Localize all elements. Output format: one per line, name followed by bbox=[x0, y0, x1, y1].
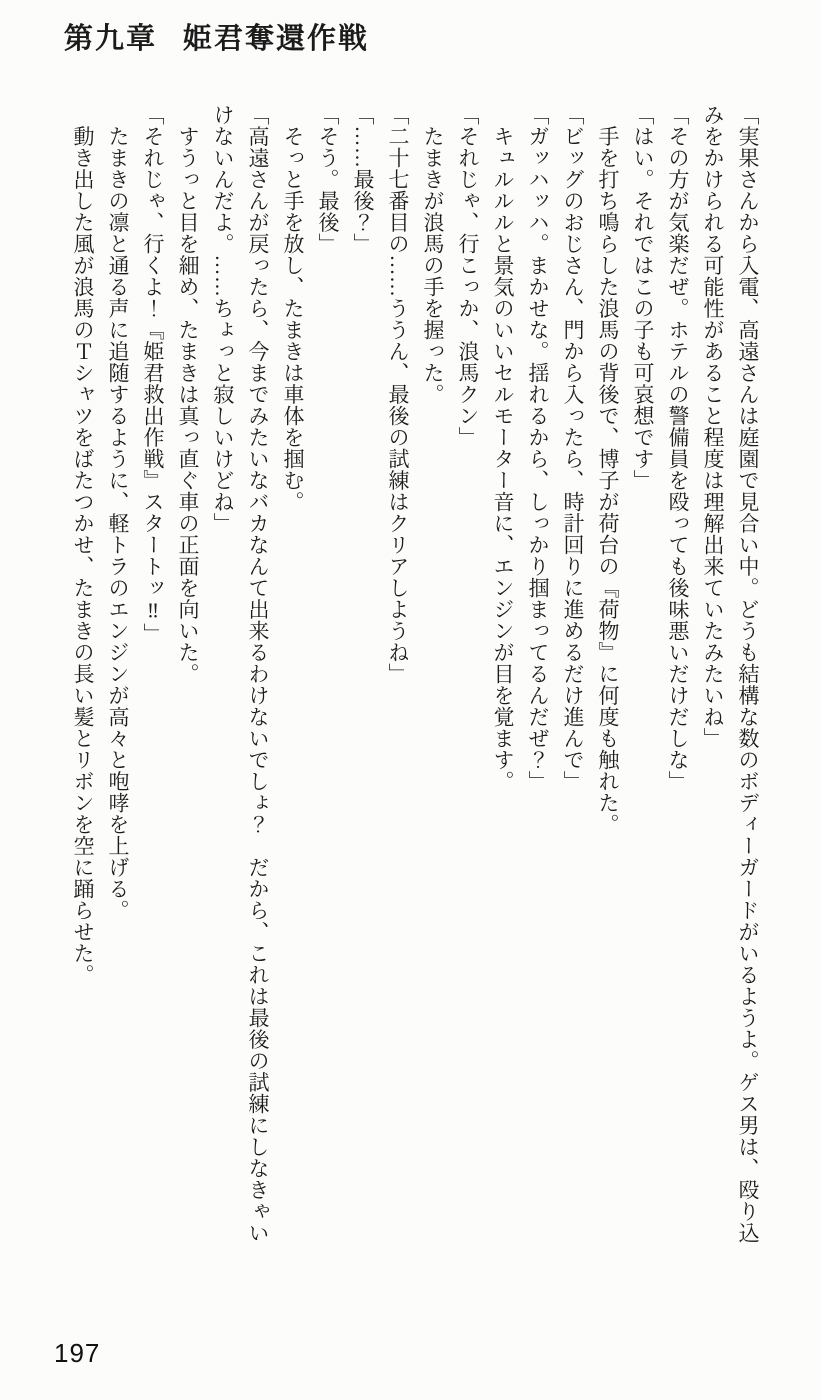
text-line: すうっと目を細め、たまきは真っ直ぐ車の正面を向いた。 bbox=[176, 104, 200, 685]
chapter-header bbox=[64, 16, 369, 57]
chapter-number: 第九章 bbox=[64, 23, 158, 55]
text-line: たまきの凛と通る声に追随するように、軽トラのエンジンが高々と咆哮を上げる。 bbox=[106, 104, 130, 921]
text-line: けないんだよ。……ちょっと寂しいけどね」 bbox=[211, 104, 235, 534]
text-line: 「ガッハッハ。まかせな。揺れるから、しっかり掴まってるんだぜ？」 bbox=[526, 104, 550, 792]
text-line: みをかけられる可能性があること程度は理解出来ていたみたいね」 bbox=[701, 104, 725, 749]
text-line: そっと手を放し、たまきは車体を掴む。 bbox=[281, 104, 305, 513]
body-text bbox=[65, 104, 765, 1244]
text-line: 「それじゃ、行こっか、浪馬クン」 bbox=[456, 104, 480, 448]
text-line: 「はい。それではこの子も可哀想です」 bbox=[631, 104, 655, 491]
text-line: 「高遠さんが戻ったら、今までみたいなバカなんて出来るわけないでしょ？ だから、これは最後の試練にしなきゃい bbox=[246, 104, 270, 1244]
text-line: 「ビッグのおじさん、門から入ったら、時計回りに進めるだけ進んで」 bbox=[561, 104, 585, 792]
page-number: 197 bbox=[54, 1338, 101, 1368]
text-line: 「実果さんから入電、高遠さんは庭園で見合い中。どうも結構な数のボディーガードがいるようよ。ゲス男は、殴り込 bbox=[736, 104, 760, 1244]
text-line: 「そう。最後」 bbox=[316, 104, 340, 255]
text-line: 「二十七番目の……ううん、最後の試練はクリアしようね」 bbox=[386, 104, 410, 685]
text-line: 手を打ち鳴らした浪馬の背後で、博子が荷台の『荷物』に何度も触れた。 bbox=[596, 104, 620, 835]
text-line: 動き出した風が浪馬のＴシャツをばたつかせ、たまきの長い髪とリボンを空に踊らせた。 bbox=[71, 104, 95, 986]
text-line: たまきが浪馬の手を握った。 bbox=[421, 104, 445, 405]
text-line: 「それじゃ、行くよ！『姫君救出作戦』スタートッ‼」 bbox=[141, 104, 165, 645]
text-line: 「……最後？」 bbox=[351, 104, 375, 255]
text-line: キュルルルと景気のいいセルモーター音に、エンジンが目を覚ます。 bbox=[491, 104, 515, 792]
text-line: 「その方が気楽だぜ。ホテルの警備員を殴っても後味悪いだけだしな」 bbox=[666, 104, 690, 792]
chapter-title: 姫君奪還作戦 bbox=[183, 23, 370, 55]
